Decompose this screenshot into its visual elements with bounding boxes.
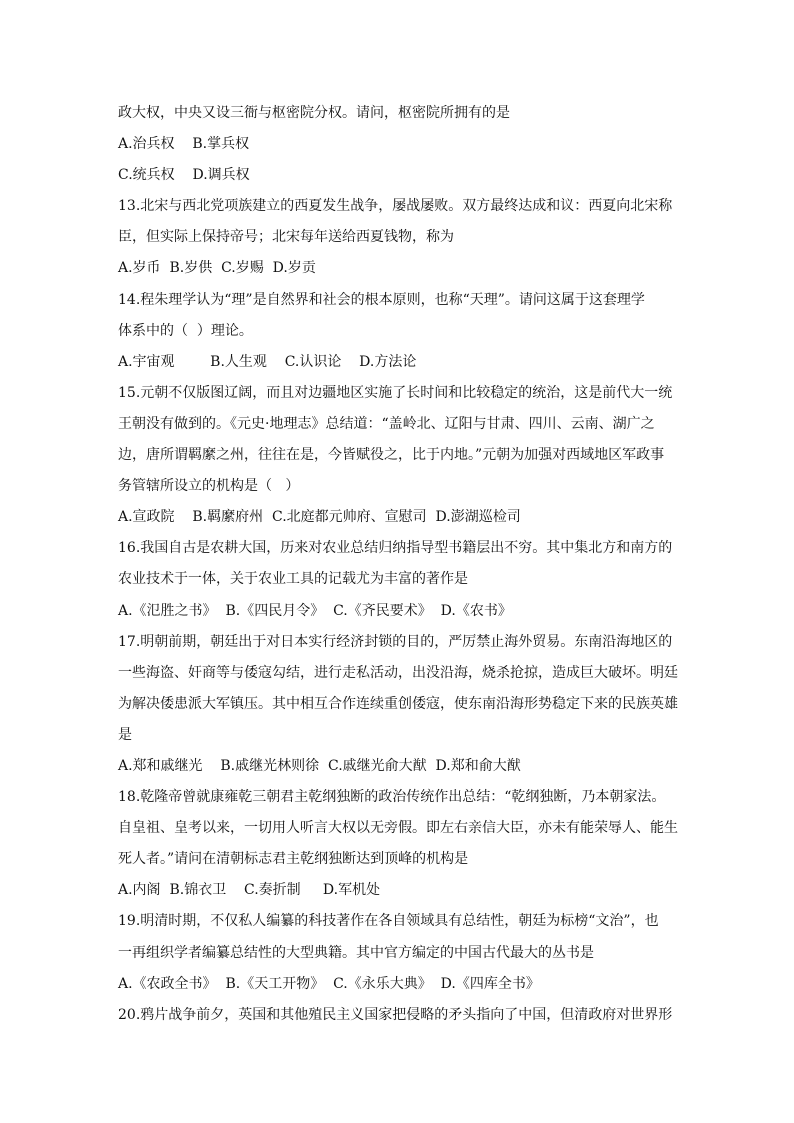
question-17: 17.明朝前期，朝廷出于对日本实行经济封锁的目的，严厉禁止海外贸易。东南沿海地区的: [118, 633, 673, 650]
text-line: 一些海盗、奸商等与倭寇勾结，进行走私活动，出没沿海，烧杀抢掠，造成巨大破坏。明廷: [118, 664, 678, 681]
text-line: 务管辖所设立的机构是（ ）: [118, 478, 300, 495]
option-line: A.《氾胜之书》 B.《四民月令》 C.《齐民要术》 D.《农书》: [118, 602, 512, 619]
option-line: C.统兵权 D.调兵权: [118, 167, 250, 184]
text-line: 政大权，中央又设三衙与枢密院分权。请问，枢密院所拥有的是: [118, 105, 510, 121]
option-line: A.岁币 B.岁供 C.岁赐 D.岁贡: [118, 260, 316, 277]
option-line: A.内阁 B.锦衣卫 C.奏折制 D.军机处: [118, 882, 381, 899]
text-line: 一再组织学者编纂总结性的大型典籍。其中官方编定的中国古代最大的丛书是: [118, 944, 594, 961]
text-line: 臣，但实际上保持帝号；北宋每年送给西夏钱物，称为: [118, 229, 454, 246]
question-13: 13.北宋与西北党项族建立的西夏发生战争，屡战屡败。双方最终达成和议：西夏向北宋称: [118, 198, 673, 215]
option-line: A.宣政院 B.羁縻府州 C.北庭都元帅府、宣慰司 D.澎湖巡检司: [118, 509, 521, 526]
question-14: 14.程朱理学认为“理”是自然界和社会的根本原则，也称“天理”。请问这属于这套理学: [118, 291, 645, 308]
text-line: 自皇祖、皇考以来，一切用人听言大权以无旁假。即左右亲信大臣，亦未有能荣辱人、能生: [118, 820, 678, 837]
question-20: 20.鸦片战争前夕，英国和其他殖民主义国家把侵略的矛头指向了中国，但清政府对世界形: [118, 1006, 673, 1023]
text-line: 死人者。”请问在清朝标志君主乾纲独断达到顶峰的机构是: [118, 851, 469, 868]
text-line: 农业技术于一体，关于农业工具的记载尤为丰富的著作是: [118, 571, 468, 588]
question-16: 16.我国自古是农耕大国，历来对农业总结归纳指导型书籍层出不穷。其中集北方和南方的: [118, 540, 673, 557]
option-line: A.治兵权 B.掌兵权: [118, 136, 250, 153]
option-line: A.郑和戚继光 B.戚继光林则徐 C.戚继光俞大猷 D.郑和俞大猷: [118, 757, 521, 774]
option-line: A.《农政全书》 B.《天工开物》 C.《永乐大典》 D.《四库全书》: [118, 975, 540, 992]
text-line: 为解决倭患派大军镇压。其中相互合作连续重创倭寇，使东南沿海形势稳定下来的民族英雄: [118, 695, 678, 712]
text-line: 王朝没有做到的。《元史·地理志》总结道：“盖岭北、辽阳与甘肃、四川、云南、湖广之: [118, 415, 655, 432]
question-18: 18.乾隆帝曾就康雍乾三朝君主乾纲独断的政治传统作出总结：“乾纲独断，乃本朝家法。: [118, 789, 666, 806]
question-19: 19.明清时期，不仅私人编纂的科技著作在各自领域具有总结性，朝廷为标榜“文治”，也: [118, 913, 659, 930]
text-line: 边，唐所谓羁縻之州，往往在是，今皆赋役之，比于内地。”元朝为加强对西域地区军政事: [118, 447, 665, 464]
option-line: A.宇宙观 B.人生观 C.认识论 D.方法论: [118, 353, 417, 370]
text-line: 体系中的（ ）理论。: [118, 322, 253, 339]
document-page: [118, 102, 678, 1035]
text-line: 是: [118, 726, 132, 743]
question-15: 15.元朝不仅版图辽阔，而且对边疆地区实施了长时间和比较稳定的统治，这是前代大一统: [118, 384, 673, 401]
